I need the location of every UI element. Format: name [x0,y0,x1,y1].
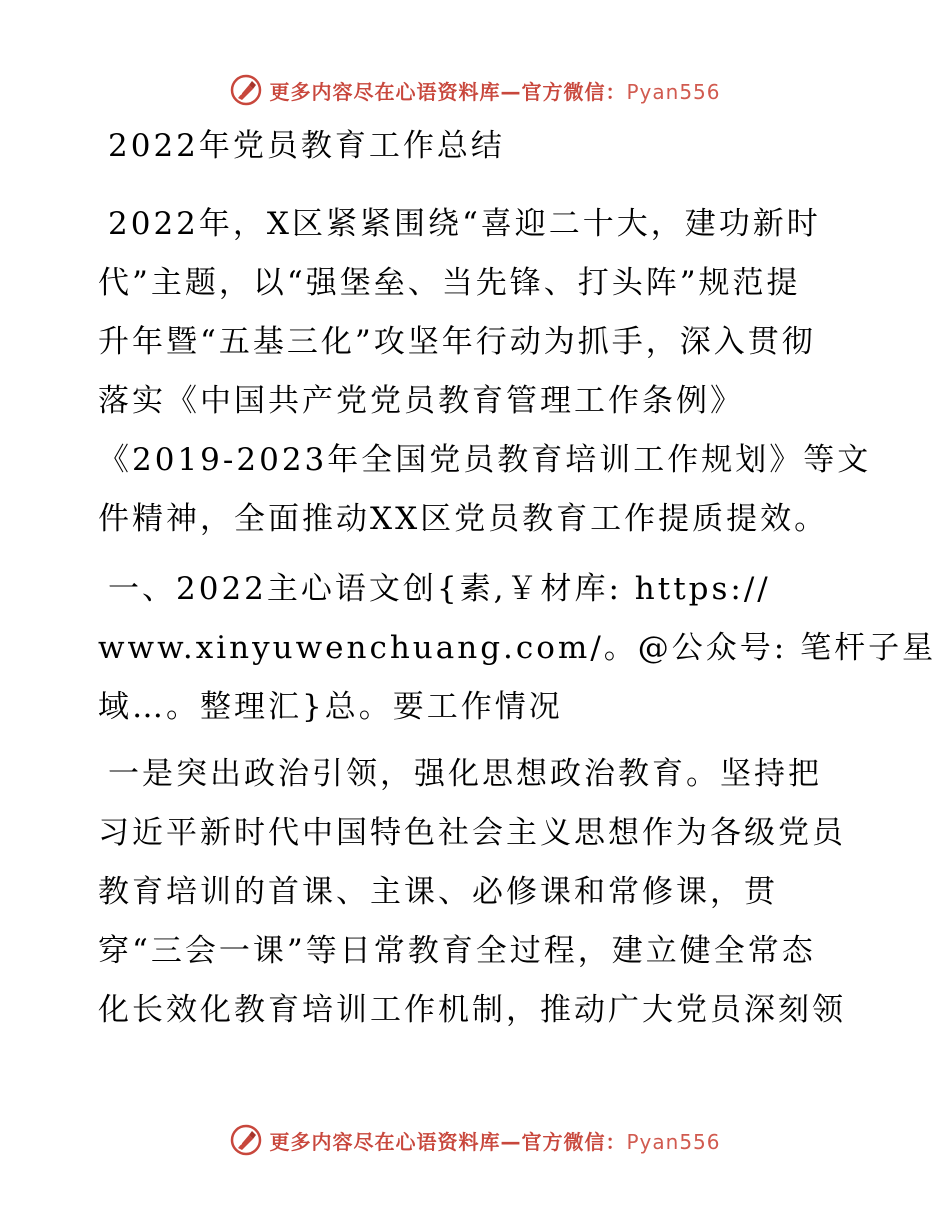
header-watermark [0,70,950,110]
paragraph-section-heading [98,560,937,737]
paragraph-intro [98,195,872,549]
paragraph-political-education [98,745,858,1040]
pen-nib-logo-icon [229,73,263,107]
document-title: 2022年党员教育工作总结 [108,128,505,164]
footer-watermark [0,1120,950,1160]
text-line: 升年暨“五基三化”攻坚年行动为抓手，深入贯彻 [98,324,816,360]
text-line: 2022年，X区紧紧围绕“喜迎二十大，建功新时 [108,206,821,242]
text-line: 一、2022主心语文创{素,￥材库: https:// [108,571,771,607]
text-line: 域…。整理汇}总。要工作情况 [98,689,563,725]
text-line: 习近平新时代中国特色社会主义思想作为各级党员 [98,815,846,851]
text-line: 教育培训的首课、主课、必修课和常修课，贯 [98,874,778,910]
watermark-text: 更多内容尽在心语资料库—官方微信：Pyan556 [269,1129,721,1154]
text-line: 代”主题，以“强堡垒、当先锋、打头阵”规范提 [98,265,801,301]
watermark-text: 更多内容尽在心语资料库—官方微信：Pyan556 [269,79,721,104]
text-line: 一是突出政治引领，强化思想政治教育。坚持把 [108,756,822,792]
text-line: 化长效化教育培训工作机制，推动广大党员深刻领 [98,992,846,1028]
text-line: 《2019-2023年全国党员教育培训工作规划》等文 [98,442,872,478]
text-line: 件精神，全面推动XX区党员教育工作提质提效。 [98,501,829,537]
pen-nib-logo-icon [229,1123,263,1157]
text-line: 落实《中国共产党党员教育管理工作条例》 [98,383,744,419]
text-line: www.xinyuwenchuang.com/。@公众号: 笔杆子星 [98,630,937,666]
text-line: 穿“三会一课”等日常教育全过程，建立健全常态 [98,933,816,969]
